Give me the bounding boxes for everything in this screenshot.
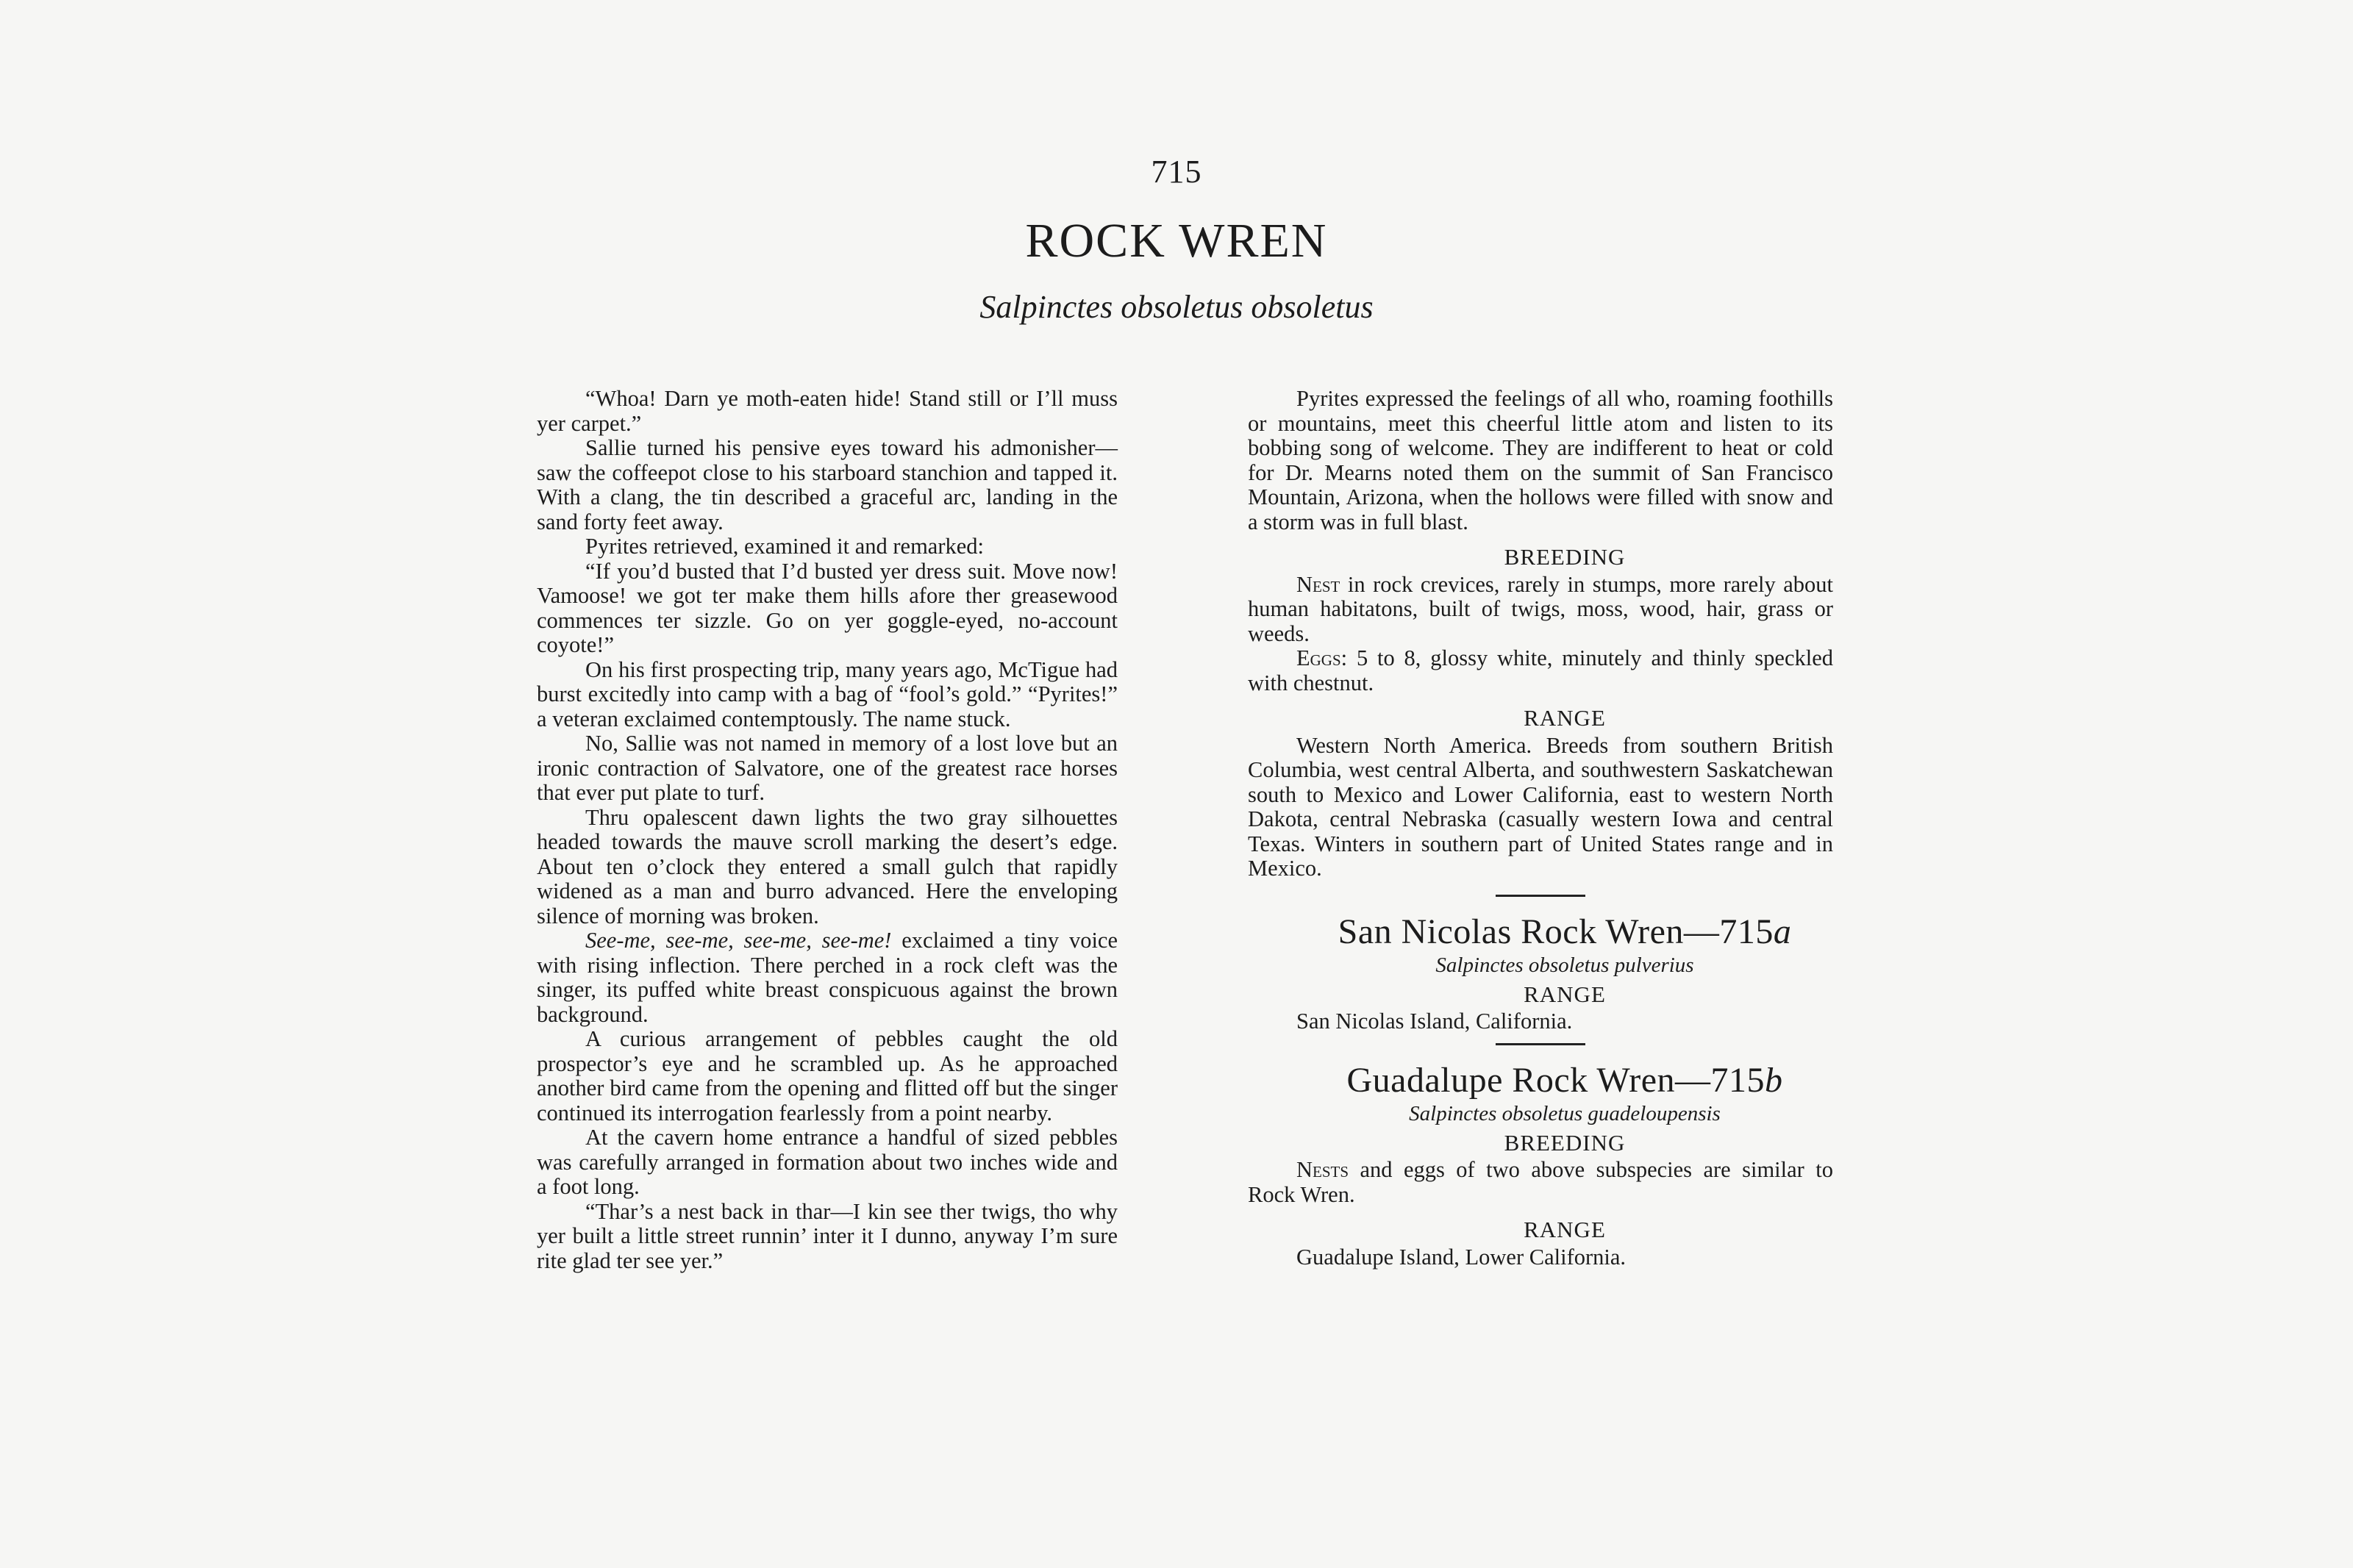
range-heading: RANGE xyxy=(1524,705,1606,731)
paragraph: Sallie turned his pensive eyes toward his admonisher—saw the coffeepot close to his starboard stanchion and tapped it. With a clang, the tin described a graceful arc, landing in the sand forty feet away. xyxy=(537,435,1118,534)
paragraph: At the cavern home entrance a handful of sized pebbles was carefully arranged in formation about two inches wide and a foot long. xyxy=(537,1125,1118,1199)
paragraph: A curious arrangement of pebbles caught the old prospector’s eye and he scrambled up. As he approached another bird came from the opening and flitted off but the singer continued its interrogation fearlessly from a point nearby. xyxy=(537,1026,1118,1125)
subspecies-b-range: Guadalupe Island, Lower California. xyxy=(1296,1244,1627,1270)
paragraph: “If you’d busted that I’d busted yer dress suit. Move now! Vamoose! we got ter make them hills afore ther greasewood commences ter sizzle. Go on yer goggle-eyed, no-account coyote!” xyxy=(537,558,1118,657)
subspecies-b-name: Guadalupe Rock Wren—715 xyxy=(1346,1060,1765,1100)
page-title: ROCK WREN xyxy=(1025,214,1328,268)
section-divider xyxy=(1496,895,1585,897)
paragraph: Pyrites retrieved, examined it and remarked: xyxy=(585,534,985,559)
breeding-heading: BREEDING xyxy=(1504,544,1626,570)
paragraph: Thru opalescent dawn lights the two gray silhouettes headed towards the mauve scroll marking the desert’s edge. About ten o’clock they entered a small gulch that rapidly widened as a man and burro advanced. Here the enveloping silence of morning was broken. xyxy=(537,804,1118,928)
range-paragraph: Western North America. Breeds from southern British Columbia, west central Alberta, and southwestern Saskatchewan south to Mexico and Lower California, east to western North Dakota, central Nebraska (casually western Iowa and central Texas. Winters in southern part of United States range and in Mexico. xyxy=(1248,732,1833,881)
subspecies-b-breeding-heading: BREEDING xyxy=(1504,1129,1626,1156)
subspecies-a-range: San Nicolas Island, California. xyxy=(1296,1009,1573,1034)
eggs-paragraph xyxy=(1248,646,1833,695)
paragraph: “Thar’s a nest back in thar—I kin see ther twigs, tho why yer built a little street runnin’ inter it I dunno, anyway I’m sure rite glad ter see yer.” xyxy=(537,1198,1118,1273)
subspecies-a-letter: a xyxy=(1773,912,1792,951)
eggs-text: : 5 to 8, glossy white, minutely and thinly speckled with chestnut. xyxy=(1248,645,1833,695)
nest-text: in rock crevices, rarely in stumps, more rarely about human habitatons, built of twigs, moss, wood, hair, grass or weeds. xyxy=(1248,571,1833,646)
subspecies-b-range-heading: RANGE xyxy=(1524,1217,1606,1242)
paragraph: On his first prospecting trip, many years ago, McTigue had burst excitedly into camp with a bag of “fool’s gold.” “Pyrites!” a veteran exclaimed contemptously. The name stuck. xyxy=(537,656,1118,731)
bird-call: See-me, see-me, see-me, see-me! xyxy=(585,928,892,953)
call-paragraph xyxy=(537,928,1118,1027)
subspecies-b-title xyxy=(1248,1060,1833,1101)
page-number: 715 xyxy=(1151,154,1202,190)
call-paragraph-text: exclaimed a tiny voice with rising inflection. There perched in a rock cleft was the singer, its puffed white breast conspicuous against the brown background. xyxy=(537,928,1118,1027)
nest-paragraph xyxy=(1248,573,1833,647)
eggs-label: Eggs xyxy=(1296,645,1341,670)
paragraph: No, Sallie was not named in memory of a lost love but an ironic contraction of Salvatore, one of the greatest race horses that ever put plate to turf. xyxy=(537,731,1118,805)
left-column xyxy=(537,387,1118,1273)
subspecies-b-letter: b xyxy=(1765,1060,1783,1100)
paragraph: “Whoa! Darn ye moth-eaten hide! Stand still or I’ll muss yer carpet.” xyxy=(537,386,1118,436)
nest-label: Nest xyxy=(1296,571,1340,597)
subspecies-a-range-heading: RANGE xyxy=(1524,981,1606,1007)
subspecies-b-nests-paragraph xyxy=(1248,1158,1833,1207)
scientific-name: Salpinctes obsoletus obsoletus xyxy=(979,289,1374,325)
subspecies-a-title xyxy=(1248,912,1833,953)
nests-text: and eggs of two above subspecies are similar to Rock Wren. xyxy=(1248,1157,1833,1207)
intro-paragraph: Pyrites expressed the feelings of all who, roaming foothills or mountains, meet this cheerful little atom and listen to its bobbing song of welcome. They are indifferent to heat or cold for Dr. Mearns noted them on the summit of San Francisco Mountain, Arizona, when the hollows were filled with snow and a storm was in full blast. xyxy=(1248,386,1833,534)
subspecies-b-scientific: Salpinctes obsoletus guadeloupensis xyxy=(1409,1101,1721,1125)
nests-label: Nests xyxy=(1296,1157,1349,1182)
subspecies-a-name: San Nicolas Rock Wren—715 xyxy=(1338,912,1774,951)
subspecies-a-scientific: Salpinctes obsoletus pulverius xyxy=(1435,953,1694,977)
section-divider xyxy=(1496,1043,1585,1045)
right-column xyxy=(1248,387,1833,1270)
